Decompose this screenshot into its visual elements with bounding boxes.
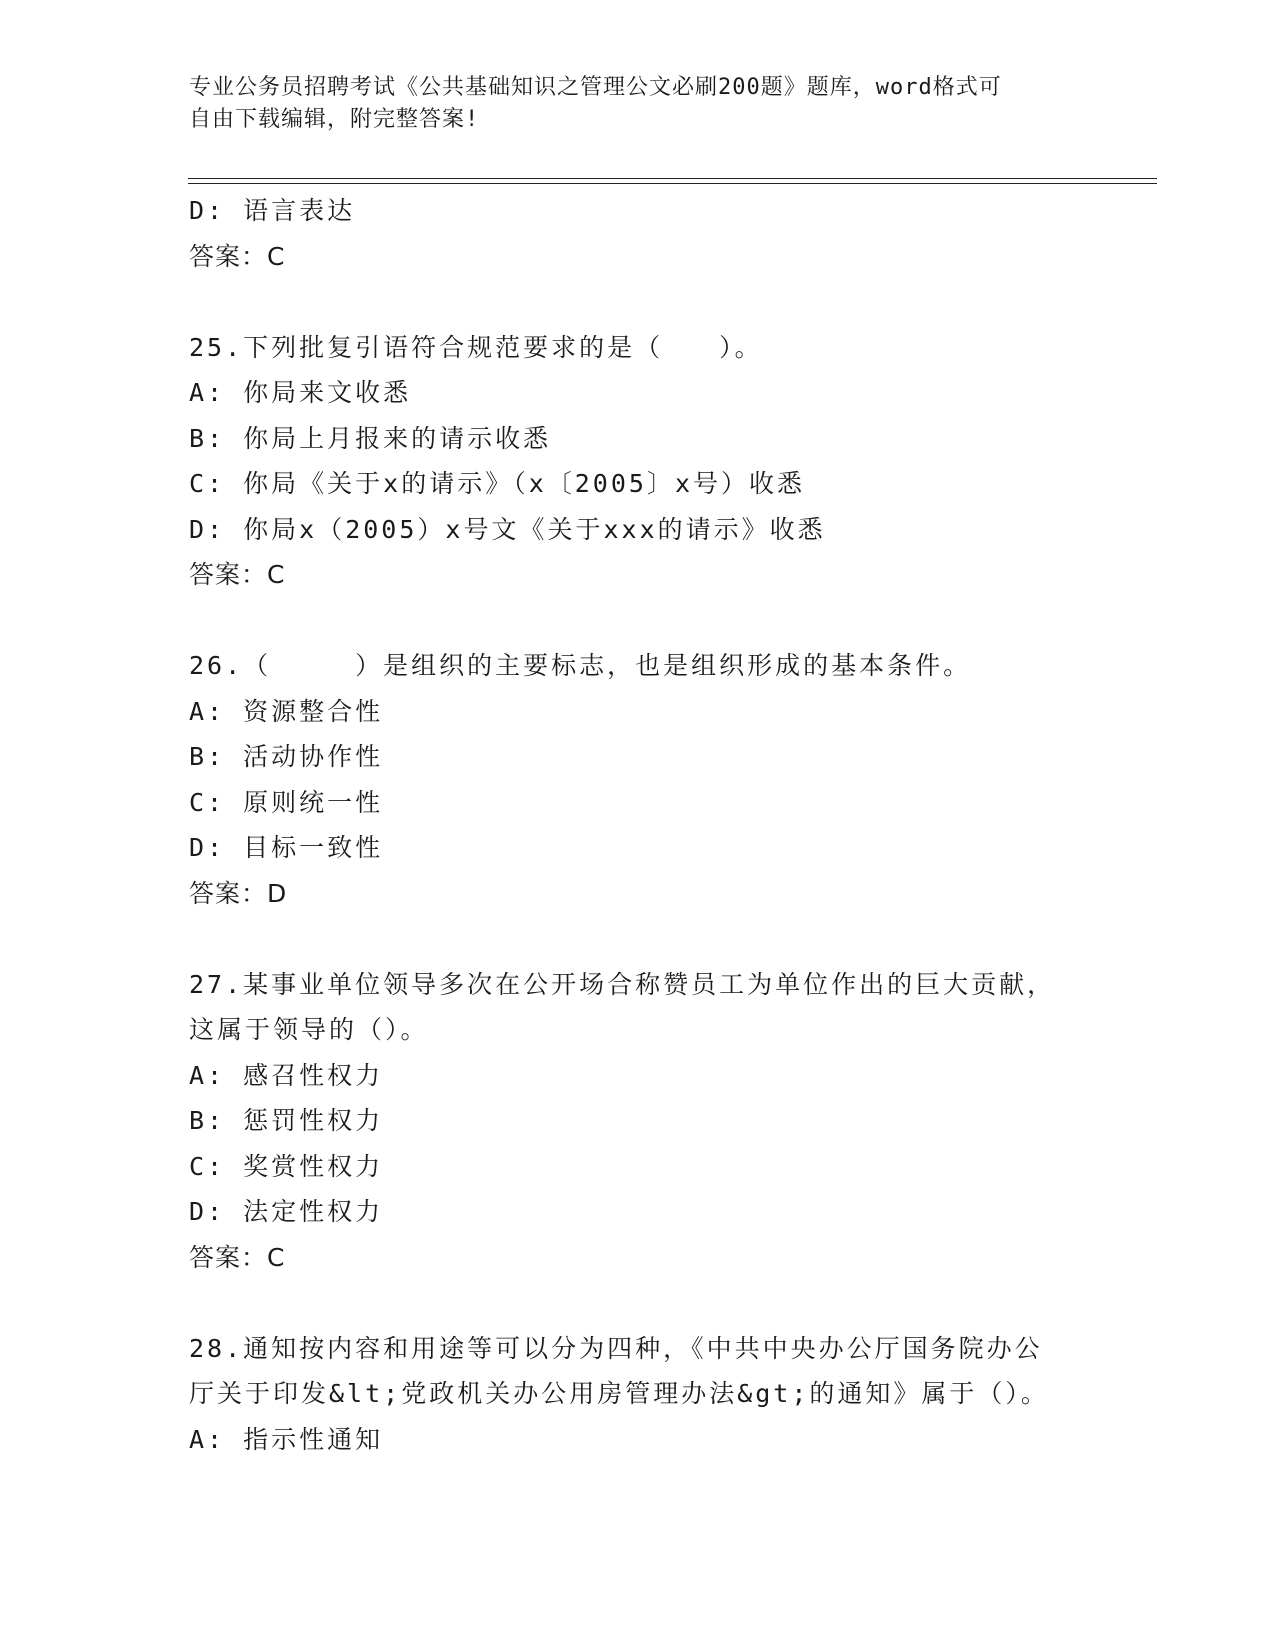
question-stem-line-2: 这属于领导的（）。: [189, 1015, 429, 1044]
header-rule-top: [188, 178, 1157, 179]
option-d: D: 法定性权力: [189, 1197, 384, 1226]
question-stem-line-1: 28.通知按内容和用途等可以分为四种，《中共中央办公厅国务院办公: [189, 1333, 1043, 1363]
spacer: [189, 279, 1129, 325]
answer: 答案：D: [189, 878, 288, 908]
option-b: B: 惩罚性权力: [189, 1106, 384, 1135]
answer: 答案：C: [189, 1242, 286, 1272]
question-24-tail: [189, 188, 1129, 279]
document-header: [189, 72, 1089, 136]
question-stem: 25.下列批复引语符合规范要求的是（ ）。: [189, 332, 763, 362]
spacer: [189, 916, 1129, 962]
answer: 答案：C: [189, 560, 286, 589]
question-26: [189, 643, 1129, 916]
option-a: A: 你局来文收悉: [189, 378, 412, 407]
question-list: [189, 188, 1129, 1462]
question-28: [189, 1326, 1129, 1463]
answer: 答案：C: [189, 241, 286, 271]
option-b: B: 你局上月报来的请示收悉: [189, 423, 552, 453]
option-c: C: 你局《关于x的请示》（x〔2005〕x号）收悉: [189, 469, 806, 498]
header-rule-bottom: [188, 183, 1157, 184]
header-line-2: 自由下载编辑，附完整答案!: [189, 107, 480, 132]
spacer: [189, 598, 1129, 644]
option-d: D: 目标一致性: [189, 833, 384, 862]
option-c: C: 原则统一性: [189, 787, 384, 817]
option-a: A: 指示性通知: [189, 1424, 384, 1454]
option-b: B: 活动协作性: [189, 742, 384, 771]
option-a: A: 资源整合性: [189, 696, 384, 726]
option-d: D: 你局x（2005）x号文《关于xxx的请示》收悉: [189, 514, 826, 544]
spacer: [189, 1280, 1129, 1326]
question-25: [189, 325, 1129, 598]
question-27: [189, 962, 1129, 1281]
question-stem-line-2: 厅关于印发&lt;党政机关办公用房管理办法&gt;的通知》属于（）。: [189, 1379, 1049, 1408]
option-d: D: 语言表达: [189, 196, 356, 225]
header-line-1: 专业公务员招聘考试《公共基础知识之管理公文必刷200题》题库，word格式可: [189, 75, 1002, 100]
option-c: C: 奖赏性权力: [189, 1151, 384, 1181]
option-a: A: 感召性权力: [189, 1060, 384, 1090]
question-stem: 26.（ ）是组织的主要标志，也是组织形成的基本条件。: [189, 651, 972, 680]
question-stem-line-1: 27.某事业单位领导多次在公开场合称赞员工为单位作出的巨大贡献，: [189, 969, 1056, 999]
